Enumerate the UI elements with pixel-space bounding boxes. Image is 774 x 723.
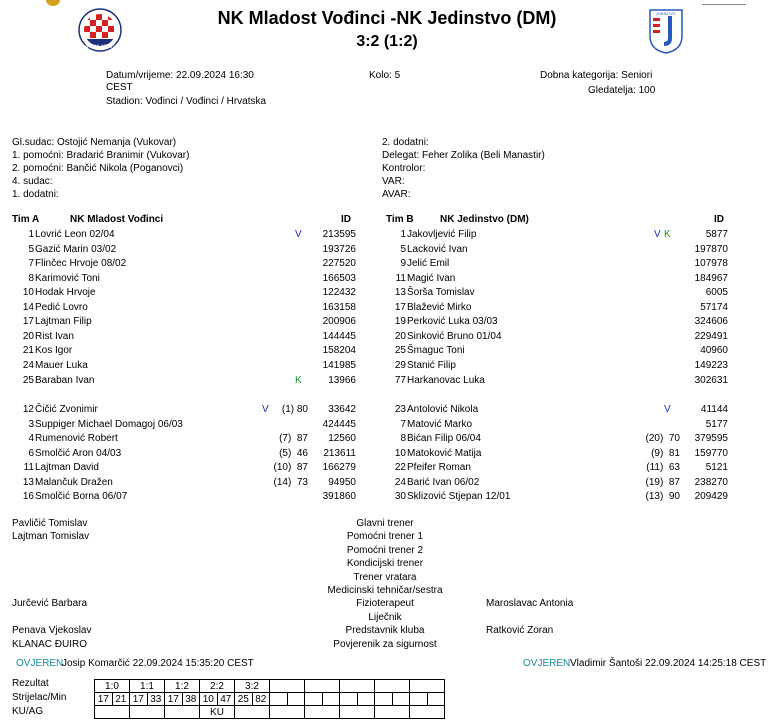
player-number: 24 — [394, 477, 406, 488]
player-name: Jelić Emil — [407, 258, 450, 269]
official-line: 1. dodatni: — [12, 189, 59, 200]
player-name: Matoković Matija — [407, 448, 482, 459]
player-number: 16 — [22, 491, 34, 502]
player-id: 122432 — [322, 287, 356, 298]
results-row — [95, 680, 445, 693]
staff-role: Liječnik — [368, 612, 402, 623]
player-id: 12560 — [328, 433, 356, 444]
player-name: Antolović Nikola — [407, 404, 479, 415]
player-id: 5121 — [705, 462, 728, 473]
scorer-minute-cell: 38 — [182, 693, 200, 706]
player-id: 149223 — [694, 360, 728, 371]
scorer-minute-cell: 82 — [252, 693, 270, 706]
team-b-label: Tim B — [386, 214, 414, 225]
team-a-id-header: ID — [341, 214, 351, 225]
ku-cell — [410, 706, 445, 719]
player-mark: V — [262, 404, 269, 415]
scorer-minute-cell: 17 — [165, 693, 183, 706]
player-number: 3 — [28, 419, 34, 430]
player-number: 12 — [22, 404, 34, 415]
player-name: Lacković Ivan — [407, 244, 468, 255]
player-number: 17 — [394, 302, 406, 313]
player-id: 302631 — [694, 375, 728, 386]
player-number: 25 — [22, 375, 34, 386]
player-name: Rumenović Robert — [35, 433, 118, 444]
match-score: 3:2 (1:2) — [356, 33, 418, 50]
match-title: NK Mladost Vođinci -NK Jedinstvo (DM) — [217, 8, 557, 28]
result-score-cell — [410, 680, 445, 693]
player-mark: V — [664, 404, 671, 415]
official-line: AVAR: — [382, 189, 411, 200]
player-name: Hodak Hrvoje — [35, 287, 96, 298]
player-id: 391860 — [322, 491, 356, 502]
staff-role: Medicinski tehničar/sestra — [327, 585, 443, 596]
player-id: 158204 — [322, 345, 356, 356]
result-score-cell — [340, 680, 375, 693]
result-score-cell — [375, 680, 410, 693]
staff-home: Penava Vjekoslav — [12, 625, 92, 636]
team-b-name: NK Jedinstvo (DM) — [440, 214, 529, 225]
team-b-id-header: ID — [714, 214, 724, 225]
official-line: 4. sudac: — [12, 176, 53, 187]
player-name: Malančuk Dražen — [35, 477, 113, 488]
player-name: Jakovljević Filip — [407, 229, 477, 240]
player-number: 10 — [394, 448, 406, 459]
player-number: 14 — [22, 302, 34, 313]
player-mark: K — [295, 375, 302, 386]
staff-role: Fizioterapeut — [356, 598, 414, 609]
top-left-fragment — [46, 0, 60, 6]
player-name: Harkanovac Luka — [407, 375, 485, 386]
player-name: Šorša Tomislav — [407, 287, 475, 298]
ku-cell: KU — [200, 706, 235, 719]
player-minute: (5) 46 — [279, 448, 308, 459]
scorer-minute-cell: 21 — [112, 693, 130, 706]
result-score-cell — [305, 680, 340, 693]
staff-role: Povjerenik za sigurnost — [333, 639, 437, 650]
player-number: 20 — [22, 331, 34, 342]
player-id: 166503 — [322, 273, 356, 284]
official-line: 2. dodatni: — [382, 137, 429, 148]
staff-home: Pavličić Tomislav — [12, 518, 88, 529]
player-number: 30 — [394, 491, 406, 502]
player-name: Flinčec Hrvoje 08/02 — [35, 258, 127, 269]
match-round: Kolo: 5 — [369, 70, 401, 81]
scorer-minute-cell: 33 — [147, 693, 165, 706]
scorer-minute-cell — [410, 693, 428, 706]
player-number: 24 — [22, 360, 34, 371]
result-score-cell: 2:2 — [200, 680, 235, 693]
player-id: 197870 — [694, 244, 728, 255]
player-mark: V — [295, 229, 302, 240]
player-minute: (1) 80 — [281, 404, 308, 415]
ku-cell — [305, 706, 340, 719]
player-id: 163158 — [322, 302, 356, 313]
scorer-minute-cell — [305, 693, 323, 706]
staff-role: Pomoćni trener 1 — [346, 531, 424, 542]
scorer-minute-cell — [287, 693, 305, 706]
player-id: 6005 — [705, 287, 728, 298]
player-name: Pedić Lovro — [35, 302, 88, 313]
player-id: 159770 — [694, 448, 728, 459]
staff-role: Predstavnik kluba — [345, 625, 425, 636]
player-id: 13966 — [328, 375, 356, 386]
player-id: 144445 — [322, 331, 356, 342]
player-number: 11 — [23, 462, 34, 473]
verified-left-label: OVJEREN — [16, 658, 64, 669]
player-name: Čičić Zvonimir — [35, 404, 98, 415]
player-number: 25 — [394, 345, 406, 356]
results-row — [95, 706, 445, 719]
player-id: 424445 — [322, 419, 356, 430]
player-name: Smolčić Borna 06/07 — [35, 491, 128, 502]
player-number: 5 — [28, 244, 34, 255]
scorer-minute-cell — [340, 693, 358, 706]
ku-label: KU/AG — [12, 706, 44, 717]
verified-left-text: Josip Komarčić 22.09.2024 15:35:20 CEST — [62, 658, 254, 669]
player-id: 200906 — [322, 316, 356, 327]
player-id: 193726 — [322, 244, 356, 255]
match-timezone: CEST — [106, 82, 133, 93]
official-line: VAR: — [382, 176, 405, 187]
match-stadium: Stadion: Vođinci / Vođinci / Hrvatska — [106, 96, 267, 107]
player-number: 1 — [28, 229, 34, 240]
result-score-cell — [270, 680, 305, 693]
player-id: 166279 — [322, 462, 356, 473]
staff-role: Kondicijski trener — [346, 558, 424, 569]
scorers-label: Strijelac/Min — [12, 692, 67, 703]
official-line: Gl.sudac: Ostojić Nemanja (Vukovar) — [12, 137, 177, 148]
results-row — [95, 693, 445, 706]
ku-cell — [375, 706, 410, 719]
player-name: Bićan Filip 06/04 — [407, 433, 481, 444]
player-name: Stanić Filip — [407, 360, 456, 371]
player-minute: (11) 63 — [646, 462, 680, 473]
player-id: 379595 — [694, 433, 728, 444]
player-mark: V — [654, 229, 661, 240]
player-name: Suppiger Michael Domagoj 06/03 — [35, 419, 183, 430]
scorer-minute-cell: 47 — [217, 693, 235, 706]
ku-cell — [95, 706, 130, 719]
scorer-minute-cell — [322, 693, 340, 706]
svg-text:JEDINSTVO: JEDINSTVO — [656, 12, 676, 16]
player-minute: (7) 87 — [279, 433, 308, 444]
player-number: 4 — [28, 433, 34, 444]
staff-role: Glavni trener — [356, 518, 414, 529]
player-name: Karimović Toni — [35, 273, 100, 284]
player-number: 29 — [394, 360, 406, 371]
player-mark: K — [664, 229, 671, 240]
scorer-minute-cell — [357, 693, 375, 706]
verified-right-text: Vladimir Šantoši 22.09.2024 14:25:18 CEST — [570, 658, 767, 669]
player-id: 213595 — [322, 229, 356, 240]
team-a-name: NK Mladost Vođinci — [70, 214, 164, 225]
result-score-cell: 1:2 — [165, 680, 200, 693]
player-name: Smolčić Aron 04/03 — [35, 448, 122, 459]
player-number: 1 — [400, 229, 406, 240]
player-name: Rist Ivan — [35, 331, 74, 342]
player-number: 13 — [394, 287, 406, 298]
player-number: 7 — [28, 258, 34, 269]
player-id: 5177 — [705, 419, 728, 430]
player-name: Baraban Ivan — [35, 375, 95, 386]
player-id: 141985 — [322, 360, 356, 371]
player-name: Sinković Bruno 01/04 — [407, 331, 502, 342]
player-id: 209429 — [694, 491, 728, 502]
player-name: Kos Igor — [35, 345, 73, 356]
player-number: 7 — [400, 419, 406, 430]
player-id: 213611 — [323, 448, 356, 459]
player-id: 40960 — [700, 345, 728, 356]
player-number: 8 — [400, 433, 406, 444]
player-id: 229491 — [694, 331, 728, 342]
top-right-fragment — [702, 0, 746, 5]
svg-text:N.K. MLADOST: N.K. MLADOST — [85, 44, 115, 49]
ku-cell — [130, 706, 165, 719]
scorer-minute-cell — [375, 693, 393, 706]
player-name: Barić Ivan 06/02 — [407, 477, 480, 488]
player-number: 21 — [22, 345, 34, 356]
verified-right-label: OVJEREN — [523, 658, 571, 669]
player-name: Šmaguc Toni — [407, 345, 465, 356]
player-name: Blažević Mirko — [407, 302, 472, 313]
scorer-minute-cell: 17 — [95, 693, 113, 706]
official-line: Delegat: Feher Zolika (Beli Manastir) — [382, 150, 545, 161]
scorer-minute-cell: 10 — [200, 693, 218, 706]
staff-role: Trener vratara — [353, 572, 417, 583]
ku-cell — [340, 706, 375, 719]
player-number: 6 — [28, 448, 34, 459]
player-id: 33642 — [328, 404, 356, 415]
match-spectators: Gledatelja: 100 — [588, 85, 656, 96]
player-name: Matović Marko — [407, 419, 473, 430]
player-number: 19 — [394, 316, 406, 327]
official-line: 2. pomoćni: Bančić Nikola (Poganovci) — [12, 163, 184, 174]
player-minute: (13) 90 — [645, 491, 680, 502]
results-table — [94, 679, 445, 719]
player-number: 10 — [22, 287, 34, 298]
player-name: Lovrić Leon 02/04 — [35, 229, 115, 240]
scorer-minute-cell — [392, 693, 410, 706]
staff-away: Ratković Zoran — [486, 625, 554, 636]
scorer-minute-cell: 17 — [130, 693, 148, 706]
player-name: Pfeifer Roman — [407, 462, 471, 473]
player-minute: (19) 87 — [645, 477, 680, 488]
player-number: 9 — [400, 258, 406, 269]
player-minute: (10) 87 — [273, 462, 308, 473]
player-name: Magić Ivan — [407, 273, 456, 284]
player-name: Perković Luka 03/03 — [407, 316, 498, 327]
player-number: 8 — [28, 273, 34, 284]
player-id: 41144 — [700, 404, 728, 415]
ku-cell — [165, 706, 200, 719]
results-label: Rezultat — [12, 678, 49, 689]
player-minute: (14) 73 — [273, 477, 308, 488]
player-id: 184967 — [694, 273, 728, 284]
player-name: Lajtman David — [35, 462, 99, 473]
player-name: Mauer Luka — [35, 360, 88, 371]
player-minute: (9) 81 — [651, 448, 680, 459]
player-number: 20 — [394, 331, 406, 342]
player-name: Gazić Marin 03/02 — [35, 244, 117, 255]
player-name: Lajtman Filip — [35, 316, 92, 327]
player-minute: (20) 70 — [645, 433, 680, 444]
scorer-minute-cell — [270, 693, 288, 706]
player-number: 5 — [400, 244, 406, 255]
player-id: 57174 — [700, 302, 728, 313]
player-name: Sklizović Stjepan 12/01 — [407, 491, 511, 502]
staff-home: Jurčević Barbara — [12, 598, 88, 609]
result-score-cell: 1:1 — [130, 680, 165, 693]
player-number: 77 — [394, 375, 406, 386]
player-number: 23 — [394, 404, 406, 415]
player-number: 17 — [22, 316, 34, 327]
player-id: 238270 — [694, 477, 728, 488]
ku-cell — [235, 706, 270, 719]
player-id: 324606 — [694, 316, 728, 327]
staff-home: KLANAC ĐUIRO — [12, 639, 88, 650]
player-number: 11 — [395, 273, 406, 284]
match-category: Dobna kategorija: Seniori — [540, 70, 653, 81]
scorer-minute-cell: 25 — [235, 693, 253, 706]
staff-role: Pomoćni trener 2 — [346, 545, 424, 556]
player-id: 227520 — [322, 258, 356, 269]
player-id: 107978 — [694, 258, 728, 269]
staff-home: Lajtman Tomislav — [12, 531, 90, 542]
staff-away: Maroslavac Antonia — [486, 598, 574, 609]
result-score-cell: 1:0 — [95, 680, 130, 693]
official-line: Kontrolor: — [382, 163, 426, 174]
official-line: 1. pomoćni: Bradarić Branimir (Vukovar) — [12, 150, 190, 161]
ku-cell — [270, 706, 305, 719]
scorer-minute-cell — [427, 693, 445, 706]
player-number: 13 — [22, 477, 34, 488]
player-id: 5877 — [705, 229, 728, 240]
player-id: 94950 — [328, 477, 356, 488]
match-datetime: Datum/vrijeme: 22.09.2024 16:30 — [106, 70, 254, 81]
team-a-label: Tim A — [12, 214, 40, 225]
result-score-cell: 3:2 — [235, 680, 270, 693]
player-number: 22 — [394, 462, 406, 473]
